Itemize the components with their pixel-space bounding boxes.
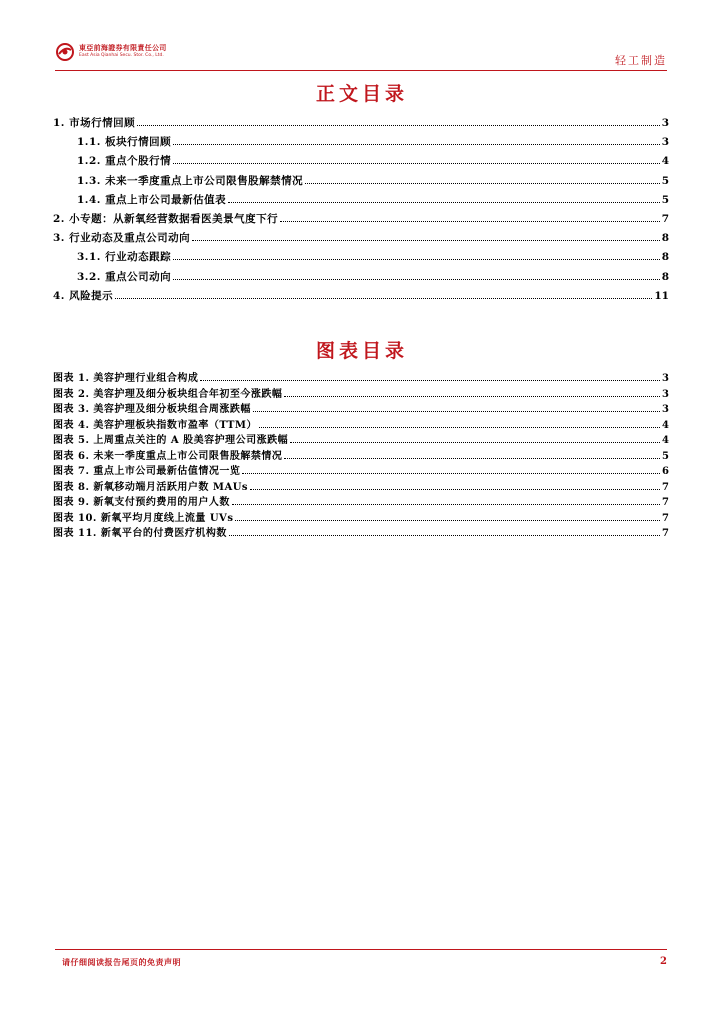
entry-label: 图表 10. 新氧平均月度线上流量 UVs [53, 512, 234, 524]
figure-entry[interactable] [53, 431, 669, 447]
dot-leader [173, 258, 660, 260]
dot-leader [228, 201, 660, 203]
figure-entry[interactable] [53, 478, 669, 494]
dot-leader [173, 278, 660, 280]
entry-label: 图表 1. 美容护理行业组合构成 [53, 373, 199, 384]
dot-leader [173, 162, 660, 164]
entry-label: 1.1. 板块行情回顾 [77, 136, 172, 149]
figure-entry[interactable] [53, 524, 669, 540]
entry-page-number: 3 [662, 404, 669, 415]
dot-leader [242, 472, 660, 474]
entry-label: 2. 小专题：从新氧经营数据看医美景气度下行 [53, 212, 279, 225]
toc-entry[interactable] [53, 288, 669, 307]
figure-entry[interactable] [53, 400, 669, 416]
dot-leader [250, 488, 660, 490]
entry-page-number: 7 [662, 512, 669, 524]
entry-page-number: 3 [661, 136, 669, 149]
entry-page-number: 8 [661, 251, 669, 264]
toc-title: 正文目录 [315, 83, 408, 105]
entry-page-number: 11 [654, 289, 669, 302]
entry-page-number: 4 [662, 435, 669, 446]
figure-entry[interactable] [53, 462, 669, 478]
dot-leader [305, 182, 660, 184]
toc-entry[interactable] [53, 173, 669, 192]
entry-label: 图表 6. 未来一季度重点上市公司限售股解禁情况 [53, 450, 283, 462]
figure-list-title: 图表目录 [315, 340, 408, 362]
toc-entry[interactable] [53, 211, 669, 230]
dot-leader [137, 124, 660, 126]
entry-label: 图表 4. 美容护理板块指数市盈率（TTM） [53, 419, 257, 431]
company-name-en: East Asia Qianhai Secu. Stor. Co., Ltd. [79, 53, 164, 58]
toc-entry[interactable] [53, 153, 669, 172]
entry-page-number: 7 [662, 528, 669, 539]
entry-page-number: 7 [661, 212, 669, 225]
figure-entry[interactable] [53, 385, 669, 401]
page-header [55, 38, 667, 74]
footer-disclaimer: 请仔细阅读报告尾页的免责声明 [62, 957, 181, 967]
dot-leader [232, 503, 660, 505]
page-number: 2 [660, 956, 667, 967]
entry-label: 图表 5. 上周重点关注的 A 股美容护理公司涨跌幅 [53, 435, 289, 446]
entry-label: 图表 3. 美容护理及细分板块组合周涨跌幅 [53, 404, 251, 415]
dot-leader [284, 457, 660, 459]
entry-page-number: 3 [662, 388, 669, 400]
header-divider [55, 70, 667, 71]
entry-page-number: 4 [661, 155, 669, 168]
dot-leader [280, 220, 660, 222]
dot-leader [253, 410, 660, 412]
dot-leader [192, 239, 660, 241]
dot-leader [115, 297, 652, 299]
entry-label: 图表 11. 新氧平台的付费医疗机构数 [53, 528, 227, 539]
entry-label: 4. 风险提示 [53, 289, 114, 302]
entry-page-number: 5 [661, 174, 669, 187]
toc-entry[interactable] [53, 115, 669, 134]
company-logo-icon [55, 42, 75, 62]
figure-entry[interactable] [53, 416, 669, 432]
entry-page-number: 3 [662, 373, 669, 384]
entry-label: 3. 行业动态及重点公司动向 [53, 232, 191, 245]
entry-page-number: 6 [662, 466, 669, 477]
entry-page-number: 7 [662, 481, 669, 493]
entry-label: 图表 8. 新氧移动端月活跃用户数 MAUs [53, 481, 249, 493]
toc-list [53, 115, 669, 307]
company-name-cn: 東亞前海證券有限責任公司 [79, 44, 167, 52]
industry-label: 轻工制造 [615, 54, 667, 67]
entry-label: 1.2. 重点个股行情 [77, 155, 172, 168]
entry-label: 图表 7. 重点上市公司最新估值情况一览 [53, 466, 241, 477]
toc-entry[interactable] [53, 249, 669, 268]
entry-page-number: 7 [662, 497, 669, 508]
dot-leader [284, 395, 660, 397]
entry-page-number: 8 [661, 232, 669, 245]
figure-entry[interactable] [53, 369, 669, 385]
dot-leader [173, 143, 660, 145]
entry-page-number: 5 [662, 450, 669, 462]
dot-leader [229, 534, 660, 536]
figure-entry[interactable] [53, 509, 669, 525]
entry-page-number: 3 [661, 117, 669, 129]
entry-page-number: 4 [662, 419, 669, 431]
figure-entry[interactable] [53, 447, 669, 463]
dot-leader [290, 441, 660, 443]
entry-label: 图表 9. 新氧支付预约费用的用户人数 [53, 497, 230, 508]
dot-leader [235, 519, 660, 521]
entry-label: 1.4. 重点上市公司最新估值表 [77, 193, 227, 206]
toc-entry[interactable] [53, 269, 669, 288]
figure-list [53, 369, 669, 540]
toc-entry[interactable] [53, 134, 669, 153]
entry-label: 1.3. 未来一季度重点上市公司限售股解禁情况 [77, 174, 304, 187]
figure-entry[interactable] [53, 493, 669, 509]
entry-label: 1. 市场行情回顾 [53, 117, 136, 129]
entry-page-number: 8 [661, 270, 669, 283]
toc-entry[interactable] [53, 192, 669, 211]
footer-divider [55, 949, 667, 950]
toc-entry[interactable] [53, 230, 669, 249]
entry-label: 图表 2. 美容护理及细分板块组合年初至今涨跌幅 [53, 388, 283, 400]
dot-leader [259, 426, 660, 428]
entry-label: 3.2. 重点公司动向 [77, 270, 172, 283]
entry-label: 3.1. 行业动态跟踪 [77, 251, 172, 264]
entry-page-number: 5 [661, 193, 669, 206]
dot-leader [200, 379, 660, 381]
